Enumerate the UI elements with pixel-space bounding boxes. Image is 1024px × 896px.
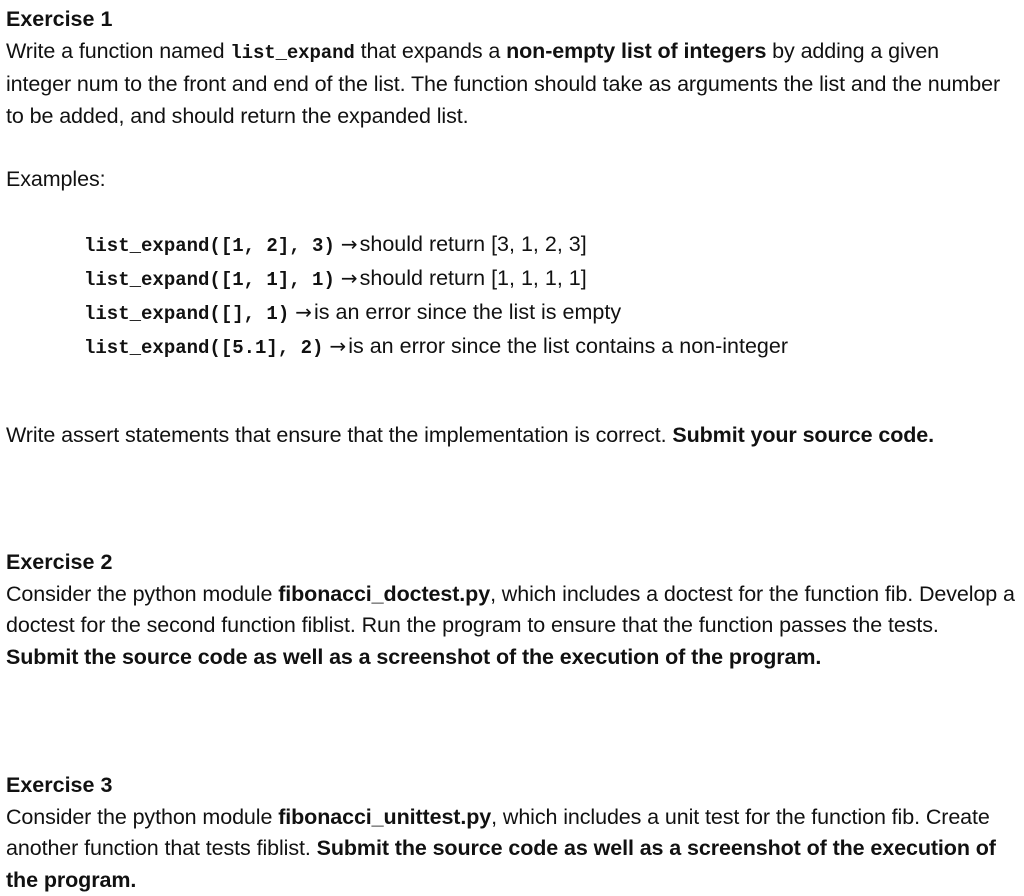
- ex1-text-2: that expands a: [355, 39, 506, 63]
- exercise-3-section: [6, 770, 1018, 896]
- ex3-submit-bold: Submit the source code as well as a screenshot of the execution of the program.: [6, 836, 996, 892]
- example-line: [84, 262, 788, 296]
- right-arrow-icon: →: [341, 266, 358, 290]
- example-code: list_expand([5.1], 2): [84, 337, 323, 359]
- example-line: [84, 296, 788, 330]
- assert-instruction: [6, 420, 1006, 452]
- example-result: should return [1, 1, 1, 1]: [360, 266, 587, 290]
- example-result: is an error since the list contains a non-integer: [348, 334, 788, 358]
- ex1-bold-requirement: non-empty list of integers: [506, 39, 766, 63]
- ex2-text-1: Consider the python module: [6, 582, 278, 606]
- example-line: [84, 228, 788, 262]
- example-result: is an error since the list is empty: [314, 300, 621, 324]
- exercise-2-heading: Exercise 2: [6, 547, 1016, 579]
- ex3-module-name: fibonacci_unittest.py: [278, 805, 491, 829]
- examples-list: [6, 228, 788, 364]
- example-code: list_expand([1, 2], 3): [84, 235, 335, 257]
- exercise-1-description: [6, 36, 1006, 133]
- example-result: should return [3, 1, 2, 3]: [360, 232, 587, 256]
- assert-text: Write assert statements that ensure that the implementation is correct.: [6, 423, 672, 447]
- ex2-submit-bold: Submit the source code as well as a screenshot of the execution of the program.: [6, 645, 821, 669]
- function-name: list_expand: [230, 42, 354, 64]
- ex2-text-2: , which includes a doctest for the function fib. Develop a doctest for the second function fiblist. Run the program to ensure that the function passes the tests.: [6, 582, 1015, 638]
- examples-label: Examples:: [6, 164, 105, 196]
- ex1-text-1: Write a function named: [6, 39, 230, 63]
- ex2-module-name: fibonacci_doctest.py: [278, 582, 490, 606]
- ex3-text-2: , which includes a unit test for the function fib. Create another function that tests fiblist.: [6, 805, 990, 861]
- exercise-3-description: [6, 802, 1018, 896]
- exercise-1-heading: Exercise 1: [6, 4, 1006, 36]
- right-arrow-icon: →: [295, 300, 312, 324]
- right-arrow-icon: →: [329, 334, 346, 358]
- example-line: [84, 330, 788, 364]
- assert-submit-bold: Submit your source code.: [672, 423, 934, 447]
- exercise-2-section: [6, 547, 1016, 673]
- example-code: list_expand([1, 1], 1): [84, 269, 335, 291]
- ex3-text-1: Consider the python module: [6, 805, 278, 829]
- exercise-3-heading: Exercise 3: [6, 770, 1018, 802]
- example-code: list_expand([], 1): [84, 303, 289, 325]
- exercise-2-description: [6, 579, 1016, 674]
- ex1-text-3: by adding a given integer num to the front and end of the list. The function should take as arguments the list and the number to be added, and should return the expanded list.: [6, 39, 1000, 128]
- exercise-1-section: [6, 4, 1006, 132]
- right-arrow-icon: →: [341, 232, 358, 256]
